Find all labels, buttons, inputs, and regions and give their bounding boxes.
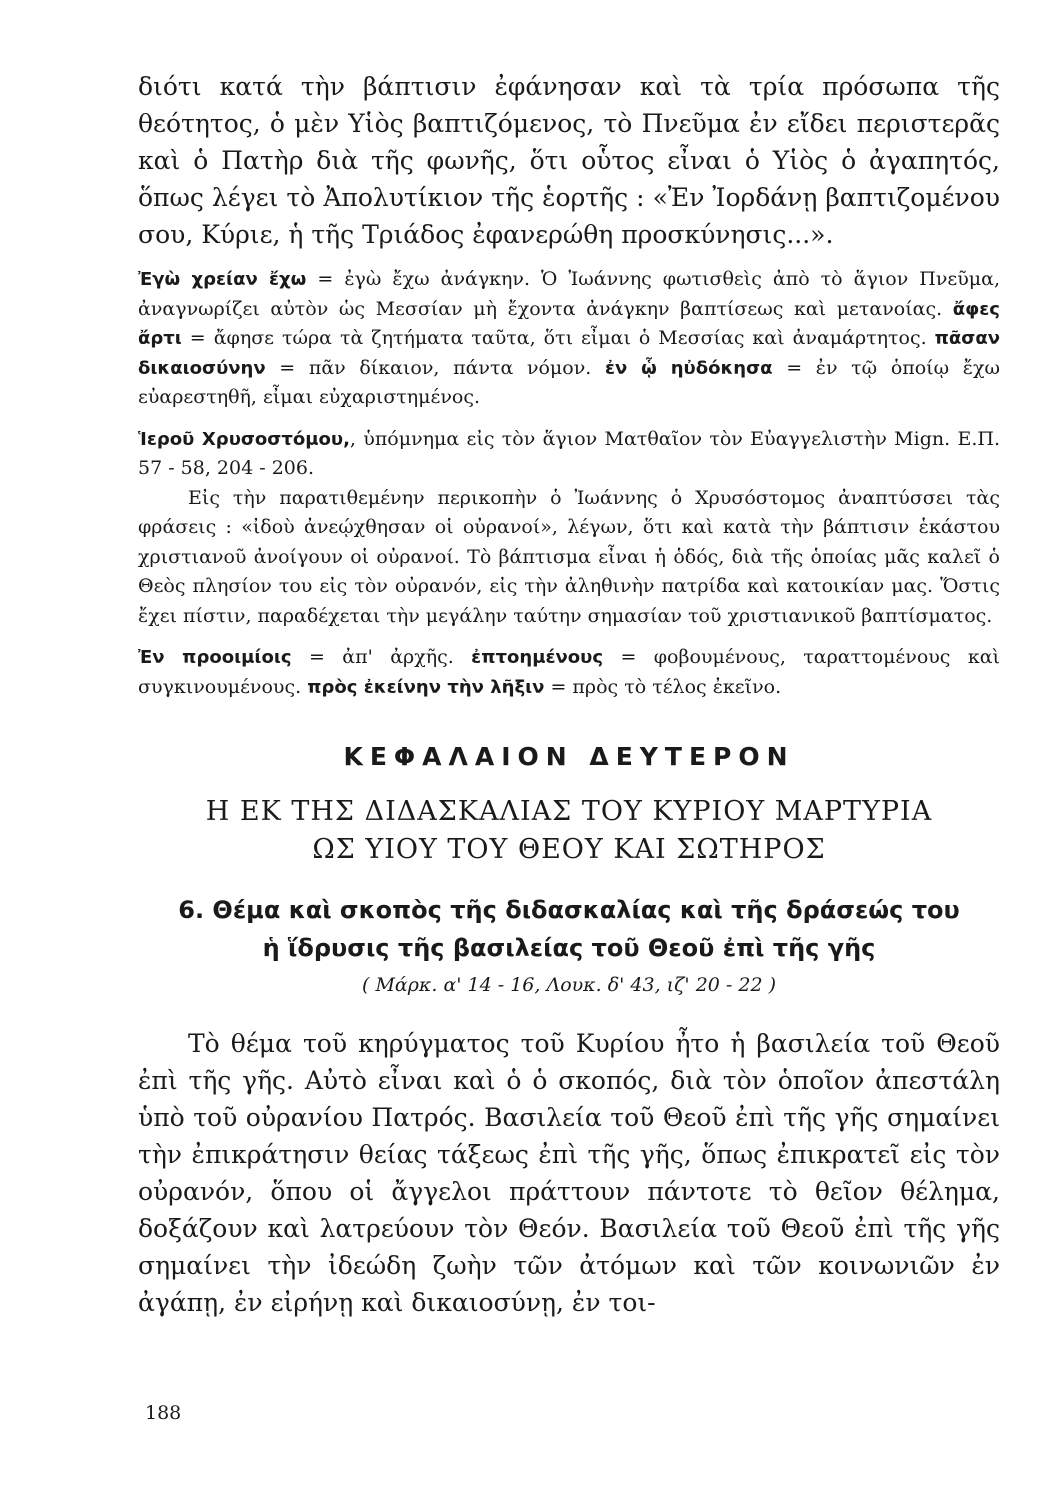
note-text: = ἀπ' ἀρχῆς. — [291, 646, 472, 668]
note-paragraph-4 — [138, 643, 1000, 702]
note-term: Ἱεροῦ Χρυσοστόμου, — [138, 428, 350, 450]
note-term: Ἐγὼ χρείαν ἔχω — [138, 269, 307, 290]
note-text: = ἐν τῷ ὁποίῳ ἔχω εὐαρεστηθῆ, εἶμαι εὐχαριστημένος. — [138, 356, 1000, 408]
note-text: = πρὸς τὸ τέλος ἐκεῖνο. — [544, 675, 782, 698]
note-term: ἐπτοημένους — [471, 647, 604, 668]
note-paragraph-1 — [138, 265, 1000, 413]
chapter-heading: ΚΕΦΑΛΑΙΟΝ ΔΕΥΤΕΡΟΝ — [343, 742, 795, 771]
intro-paragraph: διότι κατά τὴν βάπτισιν ἐφάνησαν καὶ τὰ τρία πρόσωπα τῆς θεότητος, ὁ μὲν Υἱὸς βαπτιζόμενος, τὸ Πνεῦμα ἐν εἴδει περιστερᾶς καὶ ὁ Πατὴρ διὰ τῆς φωνῆς, ὅτι οὗτος εἶναι ὁ Υἱὸς ὁ ἀγαπητός, ὅπως λέγει τὸ Ἀπολυτίκιον τῆς ἑορτῆς : «Ἐν Ἰορδάνῃ βαπτιζομένου σου, Κύριε, ἡ τῆς Τριάδος ἐφανερώθη προσκύνησις...». — [138, 72, 1000, 249]
note-term: ἐν ᾧ ηὐδόκησα — [604, 357, 773, 379]
note-paragraph-2 — [138, 425, 1000, 484]
section-title-line-1: 6. Θέμα καὶ σκοπὸς τῆς διδασκαλίας καὶ τῆς δράσεώς του — [178, 896, 960, 924]
note-term: ἄφες ἄρτι — [138, 298, 1000, 349]
section-title-line-2: ἡ ἵδρυσις τῆς βασιλείας τοῦ Θεοῦ ἐπὶ τῆς γῆς — [262, 934, 876, 962]
chapter-title-line-2: ΩΣ ΥΙΟΥ ΤΟΥ ΘΕΟΥ ΚΑΙ ΣΩΤΗΡΟΣ — [312, 834, 826, 865]
note-text: , ὑπόμνημα εἰς τὸν ἅγιον Ματθαῖον τὸν Εὐαγγελιστὴν Mign. Ε.Π. 57 - 58, 204 - 206. — [138, 427, 1000, 479]
chapter-title — [138, 793, 1000, 869]
note-term: Ἐν προοιμίοις — [138, 647, 292, 668]
chapter-title-line-1: Η ΕΚ ΤΗΣ ΔΙΔΑΣΚΑΛΙΑΣ ΤΟΥ ΚΥΡΙΟΥ ΜΑΡΤΥΡΙΑ — [205, 796, 933, 827]
page-body — [138, 68, 1000, 1321]
page-number: 188 — [145, 1402, 182, 1424]
note-text: = φοβουμένους, ταραττομένους καὶ συγκινουμένους. — [138, 646, 1000, 698]
main-paragraph: Τὸ θέμα τοῦ κηρύγματος τοῦ Κυρίου ἦτο ἡ βασιλεία τοῦ Θεοῦ ἐπὶ τῆς γῆς. Αὐτὸ εἶναι καὶ ὁ ὁ σκοπός, διὰ τὸν ὁποῖον ἀπεστάλη ὑπὸ τοῦ οὐρανίου Πατρός. Βασιλεία τοῦ Θεοῦ ἐπὶ τῆς γῆς σημαίνει τὴν ἐπικράτησιν θείας τάξεως ἐπὶ τῆς γῆς, ὅπως ἐπικρατεῖ εἰς τὸν οὐρανόν, ὅπου οἱ ἄγγελοι πράττουν πάντοτε τὸ θεῖον θέλημα, δοξάζουν καὶ λατρεύουν τὸν Θεόν. Βασιλεία τοῦ Θεοῦ ἐπὶ τῆς γῆς σημαίνει τὴν ἰδεώδη ζωὴν τῶν ἀτόμων καὶ τῶν κοινωνιῶν ἐν ἀγάπῃ, ἐν εἰρήνῃ καὶ δικαιοσύνῃ, ἐν τοι- — [138, 1029, 1000, 1317]
note-text: = πᾶν δίκαιον, πάντα νόμον. — [265, 356, 605, 379]
section-reference: ( Μάρκ. α' 14 - 16, Λουκ. δ' 43, ιζ' 20 - 22 ) — [362, 974, 776, 996]
note-term: πρὸς ἐκείνην τὴν λῆξιν — [307, 676, 545, 698]
note-paragraph-3: Εἰς τὴν παρατιθεμένην περικοπὴν ὁ Ἰωάννης ὁ Χρυσόστομος ἀναπτύσσει τὰς φράσεις : «ἰδοὺ ἀνεῴχθησαν οἱ οὐρανοί», λέγων, ὅτι καὶ κατὰ τὴν βάπτισιν ἑκάστου χριστιανοῦ ἀνοίγουν οἱ οὐρανοί. Τὸ βάπτισμα εἶναι ἡ ὁδός, διὰ τῆς ὁποίας μᾶς καλεῖ ὁ Θεὸς πλησίον του εἰς τὸν οὐρανόν, εἰς τὴν ἀληθινὴν πατρίδα καὶ κατοικίαν μας. Ὅστις ἔχει πίστιν, παραδέχεται τὴν μεγάλην ταύτην σημασίαν τοῦ χριστιανικοῦ βαπτίσματος. — [138, 486, 1000, 627]
note-text: = ἄφησε τώρα τὰ ζητήματα ταῦτα, ὅτι εἶμαι ὁ Μεσσίας καὶ ἀναμάρτητος. — [181, 327, 935, 349]
section-title — [138, 891, 1000, 967]
note-text: = ἐγὼ ἔχω ἀνάγκην. Ὁ Ἰωάννης φωτισθεὶς ἀπὸ τὸ ἅγιον Πνεῦμα, ἀναγνωρίζει αὐτὸν ὡς Μεσσίαν μὴ ἔχοντα ἀνάγκην βαπτίσεως καὶ μετανοίας. — [138, 268, 1001, 320]
note-term: πᾶσαν δικαιοσύνην — [138, 328, 1000, 379]
